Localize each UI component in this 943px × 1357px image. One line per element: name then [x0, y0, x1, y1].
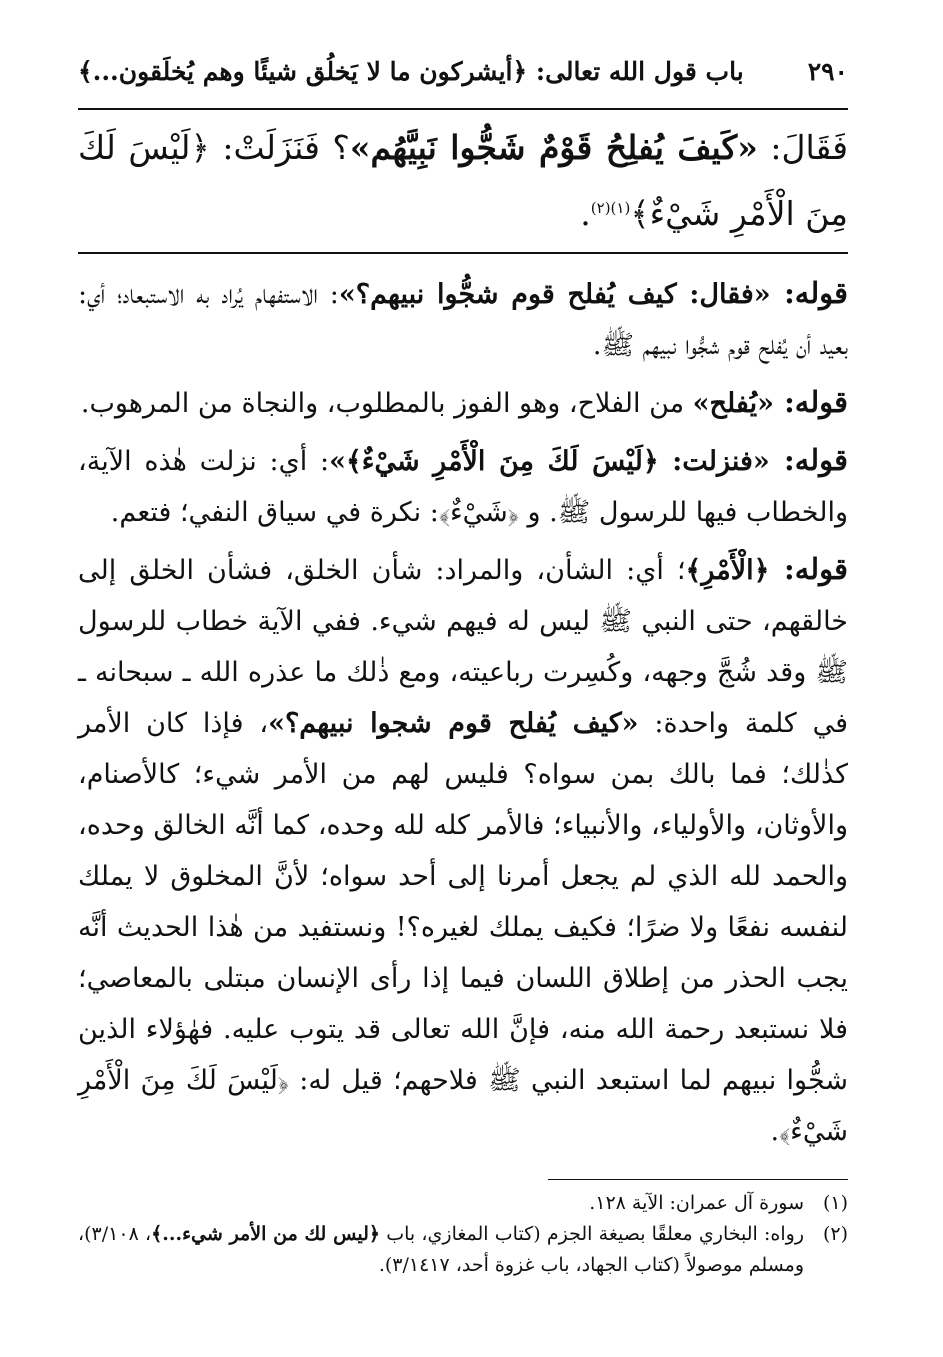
- paragraph-lead: قوله:: [770, 276, 849, 310]
- hadith-end: .: [580, 194, 591, 233]
- commentary: [78, 268, 848, 1157]
- section-rule: [78, 252, 848, 254]
- paragraph-quote: ﴿الْأَمْرِ﴾: [685, 555, 770, 586]
- footnote-body: [78, 1219, 804, 1281]
- footnote-text: رواه: البخاري معلقًا بصيغة الجزم (كتاب المغازي، باب: [380, 1223, 805, 1245]
- paragraph-text: : أي: نزلت هٰذه الآية، والخطاب فيها للرسول ﷺ. و ﴿شَيْءٌ﴾: نكرة في سياق النفي؛ فتعم.: [78, 446, 848, 528]
- footnote: [78, 1188, 848, 1219]
- paragraph-quote: «يُفلح»: [692, 388, 774, 419]
- commentary-paragraph: [78, 268, 848, 371]
- paragraph-lead: قوله:: [769, 443, 848, 477]
- hadith-middle: ؟ فَنَزَلَتْ:: [209, 128, 350, 167]
- book-page: [78, 40, 848, 1337]
- page-number: ٢٩٠: [807, 56, 848, 86]
- hadith-quote: «كَيفَ يُفلِحُ قَوْمٌ شَجُّوا نَبِيَّهُم»: [349, 128, 758, 167]
- commentary-paragraph: [78, 377, 848, 429]
- paragraph-quote: «فقال: كيف يُفلح قوم شجُّوا نبيهم؟»: [338, 279, 771, 310]
- hadith-verse: ﴿لَيْسَ لَكَ مِنَ الْأَمْرِ شَيْءٌ﴾: [78, 128, 848, 233]
- footnote: [78, 1219, 848, 1281]
- page-header: [78, 40, 848, 102]
- paragraph-quote-2: «كيف يُفلح قوم شجوا نبيهم؟»: [268, 708, 639, 739]
- commentary-paragraph: [78, 435, 848, 538]
- paragraph-lead: قوله:: [773, 385, 848, 419]
- footnote-rule: [548, 1179, 848, 1180]
- footnote-text-end: ، ٣/١٠٨)، ومسلم موصولاً (كتاب الجهاد، باب غزوة أحد، ٣/١٤١٧).: [78, 1223, 804, 1276]
- running-title: باب قول الله تعالى: ﴿أيشركون ما لا يَخلُق شيئًا وهم يُخلَقون...﴾: [78, 56, 744, 86]
- paragraph-lead: قوله:: [769, 552, 848, 586]
- paragraph-quote: «فنزلت: ﴿لَيْسَ لَكَ مِنَ الْأَمْرِ شَيْءٌ﴾»: [329, 446, 770, 477]
- footnote-text: سورة آل عمران: الآية ١٢٨.: [589, 1192, 804, 1214]
- header-rule: [78, 108, 848, 110]
- footnote-bold: ﴿ليس لك من الأمر شيء...﴾: [151, 1223, 381, 1245]
- commentary-paragraph: [78, 544, 848, 1157]
- paragraph-text: : الاستفهام يُراد به الاستبعاد؛ أي: بعيد أن يُفلح قوم شجُّوا نبيهم ﷺ.: [78, 279, 848, 361]
- footnote-number: (٢): [822, 1223, 848, 1245]
- footnote-number: (١): [822, 1192, 848, 1214]
- paragraph-text: من الفلاح، وهو الفوز بالمطلوب، والنجاة من المرهوب.: [80, 388, 693, 419]
- hadith-intro: فَقَالَ:: [757, 128, 848, 167]
- paragraph-text: ؛ أي: الشأن، والمراد: شأن الخلق، فشأن الخلق إلى خالقهم، حتى النبي ﷺ ليس له فيهم شيء. ففي الآية خطاب للرسول ﷺ وقد شُجَّ وجهه، وكُسِرت رباعيته، ومع ذٰلك ما عذره الله ـ سبحانه ـ في كلمة واحدة:: [78, 555, 849, 739]
- footnotes: [78, 1188, 848, 1281]
- paragraph-text-2: ، فإذا كان الأمر كذٰلك؛ فما بالك بمن سواه؟ فليس لهم من الأمر شيء؛ كالأصنام، والأوثان، والأولياء، والأنبياء؛ فالأمر كله لله وحده، كما أنَّه الخالق وحده، والحمد لله الذي لم يجعل أمرنا إلى أحد سواه؛ لأنَّ المخلوق لا يملك لنفسه نفعًا ولا ضرًا؛ فكيف يملك لغيره؟! ونستفيد من هٰذا الحديث أنَّه يجب الحذر من إطلاق اللسان فيما إذا رأى الإنسان مبتلى بالمعاصي؛ فلا نستبعد رحمة الله منه، فإنَّ الله تعالى قد يتوب عليه. فهٰؤلاء الذين شجُّوا نبيهم لما استبعد النبي ﷺ فلاحهم؛ قيل له: ﴿لَيْسَ لَكَ مِنَ الْأَمْرِ شَيْءٌ﴾.: [78, 708, 848, 1147]
- hadith-text: [78, 118, 848, 244]
- hadith-footnote-refs: (١)(٢): [590, 199, 631, 217]
